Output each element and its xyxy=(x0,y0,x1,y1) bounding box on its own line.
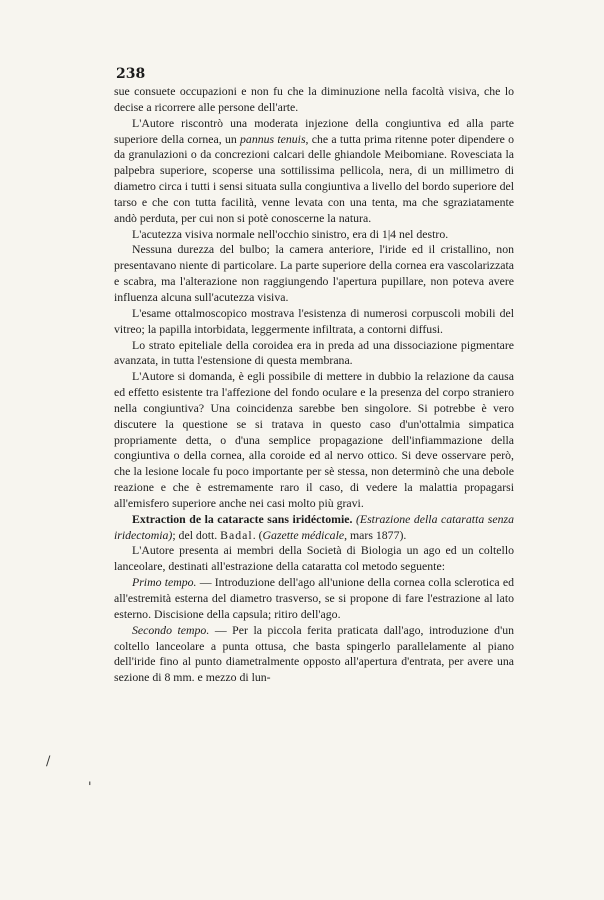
paragraph-3: L'acutezza visiva normale nell'occhio sinistro, era di 1|4 nel destro. xyxy=(132,226,449,241)
paragraph-9: L'Autore presenta ai membri della Società di Biologia un ago ed un coltello lanceolare, destinati all'estrazione della cataratta col metodo seguente: xyxy=(114,543,514,574)
article-date: , mars 1877). xyxy=(344,527,407,542)
article-body xyxy=(114,84,514,686)
paragraph-5: L'esame ottalmoscopico mostrava l'esistenza di numerosi corpuscoli mobili del vitreo; la papilla intorbidata, leggermente infiltrata, a contorni diffusi. xyxy=(114,305,514,336)
paragraph-4: Nessuna durezza del bulbo; la camera anteriore, l'iride ed il cristallino, non presentavano niente di particolare. La parte superiore della cornea era vascolarizzata e scabra, ma l'alterazione non raggiungendo l'apertura pupillare, non poteva avere influenza alcuna sull'acutezza visiva. xyxy=(114,242,514,304)
article-author: Badal xyxy=(220,527,253,542)
article-title-mid2: . ( xyxy=(252,527,263,542)
paragraph-11 xyxy=(114,623,514,686)
paragraph-2-text-b: , che a tutta prima ritenne poter dipendere o da granulazioni o da concrezioni calcari delle ghiandole Meibomiane. Rovesciata la palpebra superiore, scoperse una sottilissima pellicola, nera, di un millimetro di diametro circa i tutti i sensi situata sulla congiuntiva a livello del bordo superiore del tarso e che con tutta facilità, venne levata con una tenta, ma che sgraziatamente andò perduta, per cui non si potè conoscerne la natura. xyxy=(114,131,514,225)
paragraph-2 xyxy=(114,116,514,227)
margin-mark-slash: / xyxy=(46,754,51,769)
step-one-text: — Introduzione dell'ago all'unione della cornea colla sclerotica ed all'estremità esterna del diametro trasverso, se si propone di fare l'estrazione al lato esterno. Discisione della capsula; ritiro dell'ago. xyxy=(114,575,514,621)
article-title-italian: (Estrazione della cataratta senza iridectomia) xyxy=(114,511,514,542)
paragraph-1: sue consuete occupazioni e non fu che la diminuzione nella facoltà visiva, che lo decise a ricorrere alle persone dell'arte. xyxy=(114,84,514,114)
article-title-bold: Extraction de la cataracte sans iridéctomie. xyxy=(132,511,353,526)
step-one-label: Primo tempo. xyxy=(132,575,197,590)
article-title-mid: ; del dott. xyxy=(172,527,221,542)
paragraph-8-article-title xyxy=(114,512,514,544)
step-two-label: Secondo tempo. xyxy=(132,622,210,637)
paragraph-10 xyxy=(114,575,514,623)
page-number: 238 xyxy=(116,66,146,82)
article-source: Gazette médicale xyxy=(262,527,345,542)
paragraph-6: Lo strato epiteliale della coroidea era in preda ad una dissociazione pigmentare avanzata, in tutta l'estensione di questa membrana. xyxy=(114,337,514,368)
paragraph-2-italic: pannus tenuis xyxy=(240,131,306,146)
margin-mark-tick: ' xyxy=(88,780,92,795)
paragraph-7: L'Autore si domanda, è egli possibile di mettere in dubbio la relazione da causa ed effetto esistente tra l'affezione del fondo oculare e la presenza del corpo straniero nella congiuntiva? Una coincidenza sarebbe ben singolore. Si potrebbe è vero discutere la questione se si tratava in questo caso d'un'ottalmia simpatica propriamente detta, o d'una semplice propagazione dell'infiammazione della congiuntiva o della cornea, alla coroide ed al nervo ottico. Si deve osservare però, che la lesione locale fu poco importante per sè stessa, non determinò che una debole reazione e che è estremamente raro il caso, di vedere la malattia propagarsi all'emisfero superiore anche nei casi molto più gravi. xyxy=(114,369,514,510)
step-two-text: — Per la piccola ferita praticata dall'ago, introduzione d'un coltello lanceolare a punta ottusa, che basta spingerlo parallelamente al piano dell'iride fino al punto diametralmente opposto all'apertura d'entrata, per avere una sezione di 8 mm. e mezzo di lun- xyxy=(114,622,514,685)
paragraph-2-text-a: L'Autore riscontrò una moderata injezione della congiuntiva ed alla parte superiore della cornea, un xyxy=(114,115,514,146)
